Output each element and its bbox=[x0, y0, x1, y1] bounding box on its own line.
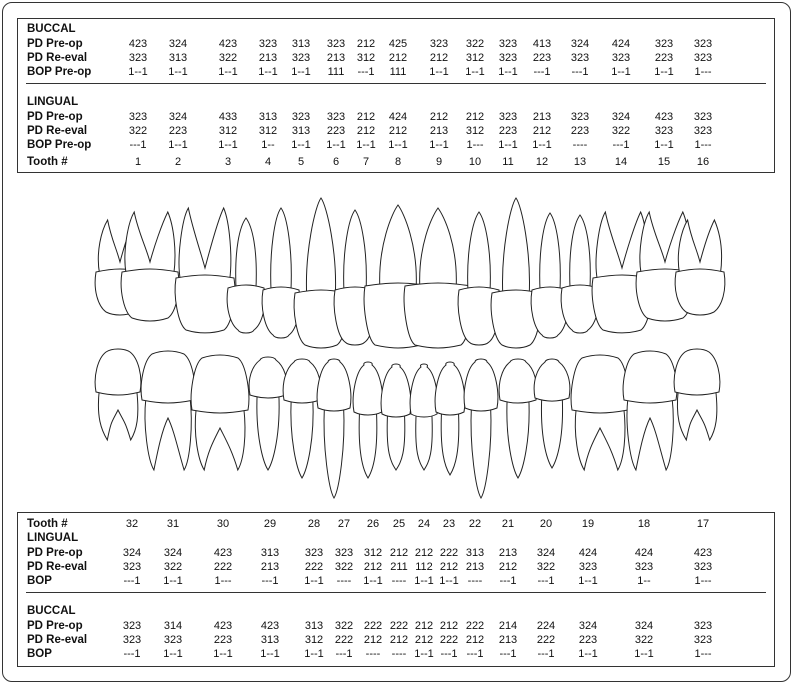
tooth-crown bbox=[191, 355, 249, 413]
lower-buccal-cell: ---1 bbox=[466, 648, 484, 660]
lower-lingual-cell: 1--- bbox=[694, 575, 712, 587]
tooth-root bbox=[540, 213, 561, 292]
lower-buccal-cell: 214 bbox=[498, 620, 518, 632]
tooth-root bbox=[678, 220, 721, 274]
tooth-root bbox=[575, 408, 625, 470]
lower-buccal-pd-reeval-label: PD Re-eval bbox=[27, 634, 88, 646]
upper-buccal-cell: 212 bbox=[356, 38, 376, 50]
upper-lingual-cell: 1--- bbox=[694, 139, 712, 151]
upper-buccal-cell: 312 bbox=[465, 52, 485, 64]
lower-lingual-cell: 212 bbox=[414, 547, 434, 559]
lower-buccal-cell: ---- bbox=[391, 648, 407, 660]
upper-buccal-heading: BUCCAL bbox=[27, 23, 76, 35]
lower-buccal-cell: 312 bbox=[304, 634, 324, 646]
upper-lingual-cell: 212 bbox=[532, 125, 552, 137]
lower-lingual-cell: 323 bbox=[634, 561, 654, 573]
lower-lingual-cell: 222 bbox=[304, 561, 324, 573]
lower-lingual-cell: 423 bbox=[693, 547, 713, 559]
tooth-crown bbox=[571, 355, 629, 413]
lower-buccal-cell: 322 bbox=[334, 620, 354, 632]
lower-buccal-cell: 314 bbox=[163, 620, 183, 632]
upper-buccal-bop-label: BOP Pre-op bbox=[27, 66, 92, 78]
lower-lingual-cell: 211 bbox=[390, 561, 408, 573]
tooth-crown bbox=[121, 269, 179, 321]
tooth-crown bbox=[141, 351, 195, 403]
lower-buccal-cell: 223 bbox=[213, 634, 233, 646]
lower-lingual-cell: ---- bbox=[467, 575, 483, 587]
upper-buccal-cell: 323 bbox=[429, 38, 449, 50]
lower-lingual-cell: 112 bbox=[415, 561, 433, 573]
lower-tooth-number: 27 bbox=[337, 518, 351, 530]
lower-lingual-cell: 213 bbox=[465, 561, 485, 573]
upper-buccal-cell: 1--1 bbox=[291, 66, 311, 78]
upper-arch bbox=[95, 198, 725, 348]
tooth-root bbox=[541, 396, 562, 468]
upper-buccal-cell: 1--1 bbox=[654, 66, 674, 78]
lower-buccal-cell: 1--1 bbox=[634, 648, 654, 660]
lower-lingual-cell: 212 bbox=[439, 561, 459, 573]
lower-buccal-cell: 223 bbox=[578, 634, 598, 646]
upper-buccal-cell: ---1 bbox=[357, 66, 375, 78]
lower-buccal-cell: 222 bbox=[439, 634, 459, 646]
upper-lingual-cell: 212 bbox=[356, 125, 376, 137]
tooth-root bbox=[98, 390, 137, 440]
lower-tooth-number: 22 bbox=[468, 518, 482, 530]
upper-lingual-cell: 1--1 bbox=[218, 139, 238, 151]
upper-buccal-cell: 323 bbox=[611, 52, 631, 64]
lower-lingual-cell: 313 bbox=[465, 547, 485, 559]
tooth-root bbox=[677, 390, 716, 440]
upper-buccal-cell: 323 bbox=[326, 38, 346, 50]
upper-tooth-number-label: Tooth # bbox=[27, 156, 68, 168]
tooth-root bbox=[344, 210, 367, 292]
tooth-root bbox=[306, 198, 335, 295]
lower-lingual-cell: 1--1 bbox=[163, 575, 183, 587]
lower-tooth-number: 23 bbox=[442, 518, 456, 530]
upper-lingual-cell: 433 bbox=[218, 111, 238, 123]
lower-lingual-cell: 323 bbox=[334, 547, 354, 559]
tooth-root bbox=[507, 398, 529, 478]
lower-buccal-cell: ---- bbox=[365, 648, 381, 660]
lower-buccal-cell: 222 bbox=[389, 620, 409, 632]
upper-tooth-number: 4 bbox=[264, 156, 272, 168]
upper-buccal-cell: 323 bbox=[128, 52, 148, 64]
upper-lingual-cell: ---- bbox=[572, 139, 588, 151]
lower-lingual-cell: 323 bbox=[578, 561, 598, 573]
lower-buccal-cell: 213 bbox=[498, 634, 518, 646]
lower-buccal-cell: 423 bbox=[260, 620, 280, 632]
upper-lingual-cell: 1--1 bbox=[532, 139, 552, 151]
upper-lingual-cell: 424 bbox=[388, 111, 408, 123]
upper-tooth-number: 16 bbox=[696, 156, 710, 168]
upper-tooth-number: 15 bbox=[657, 156, 671, 168]
lower-buccal-cell: 212 bbox=[439, 620, 459, 632]
upper-tooth-number: 5 bbox=[297, 156, 305, 168]
tooth-crown bbox=[381, 364, 411, 417]
upper-lingual-cell: 323 bbox=[693, 111, 713, 123]
lower-lingual-cell: 213 bbox=[260, 561, 280, 573]
upper-lingual-pd-reeval-label: PD Re-eval bbox=[27, 125, 88, 137]
upper-buccal-cell: 1--1 bbox=[611, 66, 631, 78]
lower-buccal-cell: 323 bbox=[122, 634, 142, 646]
tooth-root bbox=[324, 406, 344, 498]
upper-buccal-cell: 323 bbox=[693, 38, 713, 50]
upper-lingual-cell: 323 bbox=[570, 111, 590, 123]
lower-lingual-cell: 212 bbox=[498, 561, 518, 573]
lower-buccal-cell: 322 bbox=[634, 634, 654, 646]
upper-buccal-cell: 323 bbox=[498, 52, 518, 64]
upper-tooth-number: 13 bbox=[573, 156, 587, 168]
lower-lingual-cell: ---1 bbox=[123, 575, 141, 587]
lower-buccal-heading: BUCCAL bbox=[27, 605, 76, 617]
lower-buccal-cell: 212 bbox=[363, 634, 383, 646]
upper-lingual-cell: 1--1 bbox=[356, 139, 376, 151]
lower-buccal-cell: 222 bbox=[363, 620, 383, 632]
lower-buccal-cell: 323 bbox=[693, 620, 713, 632]
upper-lingual-cell: 312 bbox=[218, 125, 238, 137]
upper-lingual-cell: 322 bbox=[611, 125, 631, 137]
lower-lingual-cell: 323 bbox=[693, 561, 713, 573]
upper-buccal-cell: 1--1 bbox=[258, 66, 278, 78]
lower-buccal-cell: 1--1 bbox=[163, 648, 183, 660]
lower-lingual-cell: 324 bbox=[536, 547, 556, 559]
upper-tooth-number: 9 bbox=[435, 156, 443, 168]
upper-lingual-cell: 212 bbox=[356, 111, 376, 123]
tooth-root bbox=[468, 212, 491, 292]
upper-lingual-cell: 1--- bbox=[466, 139, 484, 151]
upper-buccal-cell: 1--- bbox=[694, 66, 712, 78]
lower-buccal-cell: 212 bbox=[414, 634, 434, 646]
lower-lingual-cell: 323 bbox=[122, 561, 142, 573]
lower-lingual-pd-reeval-label: PD Re-eval bbox=[27, 561, 88, 573]
upper-lingual-cell: 1--1 bbox=[326, 139, 346, 151]
tooth-crown bbox=[499, 359, 537, 403]
upper-lingual-cell: 323 bbox=[654, 125, 674, 137]
lower-lingual-cell: 1--1 bbox=[578, 575, 598, 587]
lower-buccal-cell: 224 bbox=[536, 620, 556, 632]
upper-buccal-cell: 212 bbox=[429, 52, 449, 64]
tooth-crown bbox=[283, 359, 321, 403]
lower-buccal-cell: ---1 bbox=[440, 648, 458, 660]
upper-tooth-number: 11 bbox=[502, 156, 514, 168]
lower-lingual-cell: 312 bbox=[363, 547, 383, 559]
lower-buccal-cell: 1--- bbox=[694, 648, 712, 660]
tooth-root bbox=[420, 208, 457, 288]
lower-buccal-cell: 324 bbox=[634, 620, 654, 632]
lower-lingual-cell: 313 bbox=[260, 547, 280, 559]
lower-buccal-cell: 323 bbox=[693, 634, 713, 646]
tooth-root bbox=[236, 218, 257, 290]
lower-buccal-cell: 212 bbox=[389, 634, 409, 646]
upper-lingual-cell: 1--1 bbox=[388, 139, 408, 151]
lower-buccal-cell: ---1 bbox=[537, 648, 555, 660]
lower-lingual-cell: 322 bbox=[163, 561, 183, 573]
lower-lingual-cell: ---- bbox=[336, 575, 352, 587]
upper-lingual-cell: 312 bbox=[465, 125, 485, 137]
upper-lingual-cell: 1--1 bbox=[429, 139, 449, 151]
upper-lingual-cell: 313 bbox=[258, 111, 278, 123]
tooth-root bbox=[195, 408, 245, 470]
upper-buccal-cell: 423 bbox=[218, 38, 238, 50]
upper-lingual-cell: 1--1 bbox=[654, 139, 674, 151]
lower-lingual-cell: 424 bbox=[634, 547, 654, 559]
upper-tooth-number: 7 bbox=[362, 156, 370, 168]
upper-lingual-cell: 223 bbox=[498, 125, 518, 137]
upper-buccal-cell: 1--1 bbox=[168, 66, 188, 78]
upper-lingual-cell: 212 bbox=[429, 111, 449, 123]
tooth-crown bbox=[435, 362, 465, 415]
upper-buccal-cell: 213 bbox=[258, 52, 278, 64]
lower-tooth-number: 17 bbox=[696, 518, 710, 530]
lower-lingual-cell: 212 bbox=[389, 547, 409, 559]
lower-lingual-cell: 324 bbox=[122, 547, 142, 559]
lower-tooth-number: 24 bbox=[417, 518, 431, 530]
upper-buccal-cell: 223 bbox=[532, 52, 552, 64]
lower-lingual-cell: ---1 bbox=[499, 575, 517, 587]
upper-lingual-cell: 323 bbox=[128, 111, 148, 123]
upper-lingual-cell: 213 bbox=[532, 111, 552, 123]
lower-lingual-bop-label: BOP bbox=[27, 575, 52, 587]
lower-lingual-cell: 1--1 bbox=[414, 575, 434, 587]
lower-tooth-number-label: Tooth # bbox=[27, 518, 68, 530]
lower-lingual-cell: 1--1 bbox=[439, 575, 459, 587]
upper-buccal-cell: 1--1 bbox=[128, 66, 148, 78]
lower-lingual-pd-preop-label: PD Pre-op bbox=[27, 547, 83, 559]
upper-tooth-number: 12 bbox=[535, 156, 549, 168]
tooth-root bbox=[271, 208, 292, 292]
tooth-root bbox=[441, 410, 459, 475]
lower-tooth-number: 25 bbox=[392, 518, 406, 530]
lower-buccal-cell: 423 bbox=[213, 620, 233, 632]
upper-buccal-cell: 322 bbox=[465, 38, 485, 50]
tooth-crown bbox=[675, 269, 725, 315]
upper-lingual-cell: 313 bbox=[291, 125, 311, 137]
upper-tooth-number: 3 bbox=[224, 156, 232, 168]
tooth-crown bbox=[175, 275, 235, 333]
lower-buccal-cell: 212 bbox=[414, 620, 434, 632]
upper-lingual-cell: ---1 bbox=[612, 139, 630, 151]
upper-tooth-number: 8 bbox=[394, 156, 402, 168]
upper-lingual-cell: 423 bbox=[654, 111, 674, 123]
lower-buccal-cell: 1--1 bbox=[260, 648, 280, 660]
lower-tooth-number: 30 bbox=[216, 518, 230, 530]
upper-lingual-cell: 213 bbox=[429, 125, 449, 137]
upper-buccal-cell: 323 bbox=[654, 38, 674, 50]
lower-tooth-number: 28 bbox=[307, 518, 321, 530]
upper-buccal-cell: 223 bbox=[654, 52, 674, 64]
tooth-root bbox=[257, 393, 279, 470]
lower-lingual-cell: 322 bbox=[536, 561, 556, 573]
upper-lingual-cell: 323 bbox=[326, 111, 346, 123]
lower-tooth-number: 31 bbox=[166, 518, 180, 530]
tooth-crown bbox=[317, 359, 351, 411]
upper-lingual-cell: 323 bbox=[693, 125, 713, 137]
upper-buccal-cell: 313 bbox=[168, 52, 188, 64]
tooth-root bbox=[145, 398, 191, 470]
lower-lingual-cell: 222 bbox=[213, 561, 233, 573]
lower-lingual-cell: 324 bbox=[163, 547, 183, 559]
tooth-crown bbox=[227, 285, 265, 333]
upper-buccal-cell: 425 bbox=[388, 38, 408, 50]
lower-lingual-cell: 1--1 bbox=[304, 575, 324, 587]
lower-lingual-cell: ---1 bbox=[537, 575, 555, 587]
lower-tooth-number: 20 bbox=[539, 518, 553, 530]
lower-buccal-cell: 313 bbox=[260, 634, 280, 646]
upper-buccal-cell: 313 bbox=[291, 38, 311, 50]
upper-lingual-cell: ---1 bbox=[129, 139, 147, 151]
upper-buccal-cell: 424 bbox=[611, 38, 631, 50]
upper-lingual-cell: 212 bbox=[465, 111, 485, 123]
upper-lingual-cell: 324 bbox=[611, 111, 631, 123]
lower-lingual-cell: 1-- bbox=[637, 575, 651, 587]
tooth-root bbox=[570, 215, 591, 290]
lower-lingual-cell: 1--1 bbox=[363, 575, 383, 587]
lower-tooth-number: 32 bbox=[125, 518, 139, 530]
upper-lingual-cell: 324 bbox=[168, 111, 188, 123]
lower-lingual-heading: LINGUAL bbox=[27, 532, 79, 544]
lower-buccal-cell: 323 bbox=[163, 634, 183, 646]
lower-buccal-cell: ---1 bbox=[499, 648, 517, 660]
upper-buccal-cell: 324 bbox=[168, 38, 188, 50]
lower-buccal-cell: ---1 bbox=[335, 648, 353, 660]
upper-lingual-cell: 1--1 bbox=[498, 139, 518, 151]
upper-lingual-bop-label: BOP Pre-op bbox=[27, 139, 92, 151]
upper-tooth-number: 6 bbox=[332, 156, 340, 168]
lower-buccal-cell: 222 bbox=[465, 620, 485, 632]
upper-tooth-number: 1 bbox=[134, 156, 142, 168]
lower-lingual-cell: 322 bbox=[334, 561, 354, 573]
tooth-root bbox=[359, 410, 377, 478]
lower-buccal-cell: 1--1 bbox=[213, 648, 233, 660]
lower-lingual-cell: 424 bbox=[578, 547, 598, 559]
tooth-crown bbox=[249, 357, 287, 398]
upper-buccal-cell: 213 bbox=[326, 52, 346, 64]
lower-tooth-number: 21 bbox=[501, 518, 515, 530]
tooth-root bbox=[471, 406, 491, 498]
lower-lingual-cell: ---1 bbox=[261, 575, 279, 587]
tooth-crown bbox=[623, 351, 677, 403]
lower-lingual-cell: 212 bbox=[363, 561, 383, 573]
upper-buccal-cell: ---1 bbox=[571, 66, 589, 78]
upper-buccal-cell: 1--1 bbox=[498, 66, 518, 78]
upper-buccal-cell: 1--1 bbox=[465, 66, 485, 78]
tooth-root bbox=[627, 398, 673, 470]
lower-buccal-bop-label: BOP bbox=[27, 648, 52, 660]
upper-buccal-cell: 1--1 bbox=[429, 66, 449, 78]
upper-lingual-heading: LINGUAL bbox=[27, 96, 79, 108]
lower-buccal-cell: 324 bbox=[578, 620, 598, 632]
upper-lingual-pd-preop-label: PD Pre-op bbox=[27, 111, 83, 123]
upper-buccal-cell: 111 bbox=[327, 66, 345, 78]
lower-lingual-cell: ---- bbox=[391, 575, 407, 587]
lower-tooth-number: 26 bbox=[366, 518, 380, 530]
tooth-root bbox=[179, 208, 231, 280]
tooth-crown bbox=[353, 362, 383, 415]
upper-lingual-cell: 223 bbox=[326, 125, 346, 137]
tooth-root bbox=[387, 412, 405, 470]
lower-buccal-pd-preop-label: PD Pre-op bbox=[27, 620, 83, 632]
tooth-root bbox=[416, 412, 433, 470]
upper-buccal-cell: ---1 bbox=[533, 66, 551, 78]
upper-buccal-cell: 423 bbox=[128, 38, 148, 50]
lower-buccal-cell: 222 bbox=[334, 634, 354, 646]
lower-buccal-cell: 1--1 bbox=[304, 648, 324, 660]
lower-lingual-cell: 213 bbox=[498, 547, 518, 559]
lower-lingual-cell: 323 bbox=[304, 547, 324, 559]
lower-buccal-cell: ---1 bbox=[123, 648, 141, 660]
upper-buccal-cell: 212 bbox=[388, 52, 408, 64]
upper-buccal-cell: 312 bbox=[356, 52, 376, 64]
upper-lingual-cell: 223 bbox=[168, 125, 188, 137]
lower-lingual-cell: 1--- bbox=[214, 575, 232, 587]
upper-buccal-cell: 323 bbox=[258, 38, 278, 50]
upper-buccal-cell: 324 bbox=[570, 38, 590, 50]
lower-buccal-cell: 1--1 bbox=[414, 648, 434, 660]
upper-buccal-cell: 323 bbox=[498, 38, 518, 50]
tooth-crown bbox=[464, 359, 498, 411]
tooth-root bbox=[125, 212, 175, 274]
upper-buccal-pd-preop-label: PD Pre-op bbox=[27, 38, 83, 50]
upper-buccal-cell: 322 bbox=[218, 52, 238, 64]
lower-lingual-cell: 222 bbox=[439, 547, 459, 559]
tooth-root bbox=[380, 205, 417, 288]
upper-buccal-cell: 1--1 bbox=[218, 66, 238, 78]
upper-lingual-cell: 223 bbox=[570, 125, 590, 137]
lower-buccal-cell: 313 bbox=[304, 620, 324, 632]
upper-lingual-cell: 322 bbox=[128, 125, 148, 137]
upper-lingual-cell: 323 bbox=[291, 111, 311, 123]
upper-buccal-pd-reeval-label: PD Re-eval bbox=[27, 52, 88, 64]
upper-lingual-cell: 1--1 bbox=[168, 139, 188, 151]
upper-buccal-cell: 111 bbox=[389, 66, 407, 78]
lower-tooth-number: 18 bbox=[637, 518, 651, 530]
lower-buccal-cell: 212 bbox=[465, 634, 485, 646]
tooth-crown bbox=[534, 359, 570, 401]
lower-buccal-cell: 1--1 bbox=[578, 648, 598, 660]
lower-buccal-cell: 222 bbox=[536, 634, 556, 646]
upper-buccal-cell: 323 bbox=[693, 52, 713, 64]
upper-lingual-cell: 212 bbox=[388, 125, 408, 137]
tooth-root bbox=[503, 198, 530, 295]
upper-buccal-cell: 323 bbox=[570, 52, 590, 64]
lower-arch bbox=[95, 349, 720, 498]
upper-lingual-cell: 1-- bbox=[261, 139, 275, 151]
upper-tooth-number: 14 bbox=[614, 156, 628, 168]
upper-buccal-cell: 413 bbox=[532, 38, 552, 50]
upper-tooth-number: 10 bbox=[468, 156, 482, 168]
lower-lingual-cell: 423 bbox=[213, 547, 233, 559]
lower-buccal-cell: 323 bbox=[122, 620, 142, 632]
lower-tooth-number: 19 bbox=[581, 518, 595, 530]
tooth-root bbox=[291, 398, 313, 478]
lower-tooth-number: 29 bbox=[263, 518, 277, 530]
upper-buccal-cell: 323 bbox=[291, 52, 311, 64]
upper-lingual-cell: 323 bbox=[498, 111, 518, 123]
tooth-crown bbox=[674, 349, 720, 395]
upper-tooth-number: 2 bbox=[174, 156, 182, 168]
tooth-crown bbox=[95, 349, 141, 395]
upper-lingual-cell: 1--1 bbox=[291, 139, 311, 151]
tooth-crown bbox=[410, 364, 438, 417]
upper-lingual-cell: 312 bbox=[258, 125, 278, 137]
